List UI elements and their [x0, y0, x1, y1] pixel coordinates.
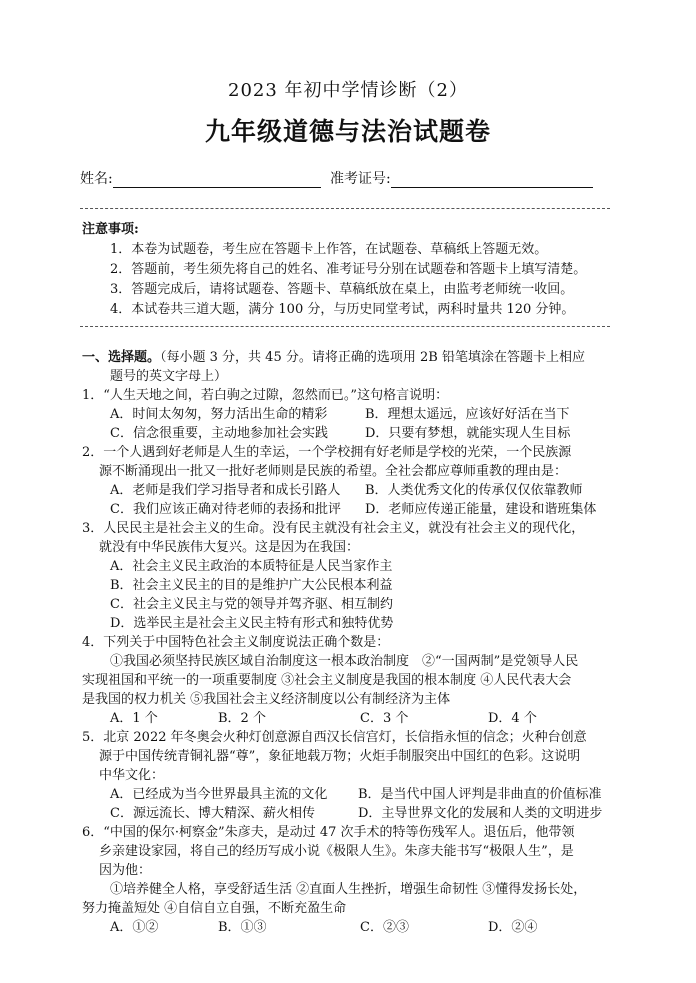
q3-stem-line-2: 就没有中华民族伟大复兴。这是因为在我国：: [99, 540, 360, 555]
q4-stem: 4．下列关于中国特色社会主义制度说法正确个数是：: [82, 635, 390, 650]
name-label: 姓名:: [80, 171, 113, 187]
q3-option-a: A．社会主义民主政治的本质特征是人民当家作主: [110, 559, 393, 574]
q2-stem-line-2: 源不断涌现出一批又一批好老师则是民族的希望。全社会都应尊师重教的理由是：: [99, 464, 568, 479]
q6-option-a: A．①②: [110, 920, 159, 935]
q6-option-b: B．①③: [218, 920, 267, 935]
q6-detail-line-2: 努力掩盖短处 ④自信自立自强，不断充盈生命: [82, 901, 347, 916]
q2-option-a: A．老师是我们学习指导者和成长引路人: [110, 483, 341, 498]
q5-stem-line-2: 源于中国传统青铜礼器“尊”，象征地载万物；火炬手制服突出中国红的色彩。这说明: [99, 749, 581, 764]
q1-stem: 1．“人生天地之间，若白驹之过隙，忽然而已。”这句格言说明：: [82, 388, 449, 403]
q5-option-c: C．源远流长、博大精深、薪火相传: [110, 806, 315, 821]
q2-option-d: D．老师应传递正能量，建设和谐班集体: [365, 502, 597, 517]
q2-stem-line-1: 2．一个人遇到好老师是人生的幸运，一个学校拥有好老师是学校的光荣，一个民族源: [82, 445, 572, 460]
q4-option-d: D．4 个: [488, 711, 537, 726]
q4-detail-line-2: 实现祖国和平统一的一项重要制度 ③社会主义制度是我国的根本制度 ④人民代表大会: [82, 673, 572, 688]
notice-item-3: 3．答题完成后，请将试题卷、答题卡、草稿纸放在桌上，由监考老师统一收回。: [110, 282, 574, 297]
q4-option-a: A．1 个: [110, 711, 158, 726]
q6-option-c: C．②③: [360, 920, 409, 935]
section-heading: 一、选择题。: [82, 350, 161, 365]
q2-option-b: B．人类优秀文化的传承仅仅依靠教师: [365, 483, 583, 498]
q4-detail-line-1: ①我国必须坚持民族区域自治制度这一根本政治制度 ②“一国两制”是党领导人民: [110, 654, 579, 669]
q4-detail-line-3: 是我国的权力机关 ⑤我国社会主义经济制度以公有制经济为主体: [82, 692, 451, 707]
name-field[interactable]: [80, 168, 321, 188]
divider-bottom: [80, 326, 610, 327]
q1-option-b: B．理想太遥远，应该好好活在当下: [365, 407, 570, 422]
exam-title: 2023 年初中学情诊断（2）: [228, 80, 468, 101]
notice-item-2: 2．答题前，考生须先将自己的姓名、准考证号分别在试题卷和答题卡上填写清楚。: [110, 262, 587, 277]
q6-stem-line-3: 因为他：: [99, 863, 152, 878]
exam-number-blank[interactable]: [391, 172, 593, 188]
q2-option-c: C．我们应该正确对待老师的表扬和批评: [110, 502, 341, 517]
q6-detail-line-1: ①培养健全人格，享受舒适生活 ②直面人生挫折，增强生命韧性 ③懂得发扬长处，: [110, 882, 587, 897]
q1-option-c: C．信念很重要，主动地参加社会实践: [110, 426, 328, 441]
q1-option-a: A．时间太匆匆，努力活出生命的精彩: [110, 407, 328, 422]
exam-number-label: 准考证号:: [330, 171, 391, 187]
q1-option-d: D．只要有梦想，就能实现人生目标: [365, 426, 571, 441]
paper-title: 九年级道德与法治试题卷: [204, 117, 491, 146]
q5-option-a: A．已经成为当今世界最具主流的文化: [110, 787, 328, 802]
q6-option-d: D．②④: [488, 920, 538, 935]
section-instruction-line-1: [82, 348, 585, 367]
q3-option-c: C．社会主义民主与党的领导并驾齐驱、相互制约: [110, 597, 393, 612]
section-instruction-1: （每小题 3 分，共 45 分。请将正确的选项用 2B 铅笔填涂在答题卡上相应: [160, 350, 585, 365]
notice-title: 注意事项:: [82, 222, 139, 237]
q5-option-b: B．是当代中国人评判是非曲直的价值标准: [358, 787, 602, 802]
notice-item-4: 4．本试卷共三道大题，满分 100 分，与历史同堂考试，两科时量共 120 分钟。: [110, 302, 575, 317]
q6-stem-line-2: 乡亲建设家园，将自己的经历写成小说《极限人生》。朱彦夫能书写“极限人生”，是: [99, 844, 574, 859]
name-blank[interactable]: [113, 172, 321, 188]
q5-stem-line-1: 5．北京 2022 年冬奥会火种灯创意源自西汉长信宫灯，长信指永恒的信念；火种台创意: [82, 730, 587, 745]
exam-number-field[interactable]: [330, 168, 593, 188]
q3-option-d: D．选举民主是社会主义民主特有形式和独特优势: [110, 616, 394, 631]
divider-top: [80, 208, 610, 209]
q3-option-b: B．社会主义民主的目的是维护广大公民根本利益: [110, 578, 393, 593]
q5-stem-line-3: 中华文化：: [99, 768, 165, 783]
q6-stem-line-1: 6．“中国的保尔·柯察金”朱彦夫，是动过 47 次手术的特等伤残军人。退伍后，他带领: [82, 825, 575, 840]
q5-option-d: D．主导世界文化的发展和人类的文明进步: [358, 806, 603, 821]
q4-option-b: B．2 个: [218, 711, 266, 726]
notice-item-1: 1．本卷为试题卷，考生应在答题卡上作答，在试题卷、草稿纸上答题无效。: [110, 242, 548, 257]
section-instruction-2: 题号的英文字母上）: [110, 369, 228, 384]
q3-stem-line-1: 3．人民民主是社会主义的生命。没有民主就没有社会主义，就没有社会主义的现代化，: [82, 521, 585, 536]
q4-option-c: C．3 个: [360, 711, 409, 726]
